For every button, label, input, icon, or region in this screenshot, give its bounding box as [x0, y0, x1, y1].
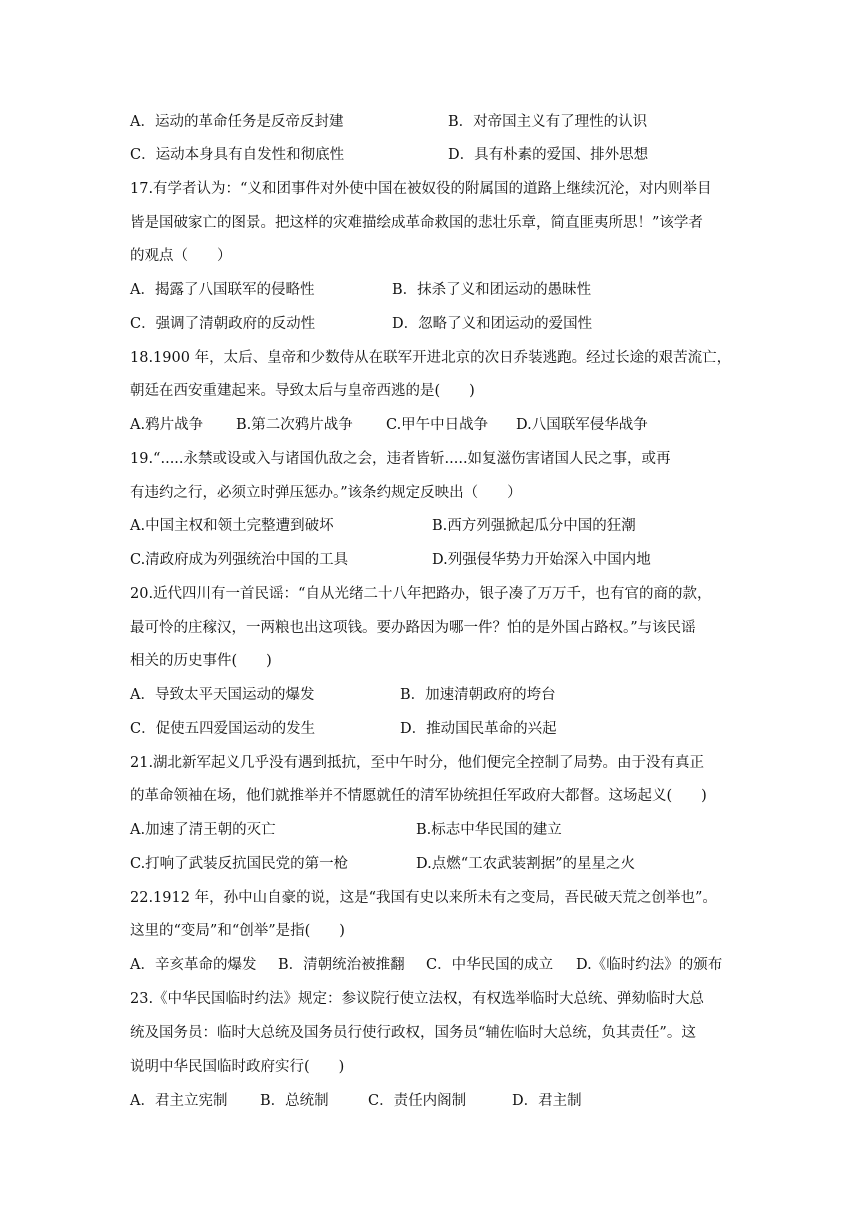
q20-stem-line2: 最可怜的庄稼汉，一两粮也出这项钱。要办路因为哪一件？怕的是外国占路权。”与该民谣: [130, 620, 696, 636]
q20-option-c: C．促使五四爱国运动的发生: [130, 721, 316, 737]
q18-options-row: [130, 415, 730, 435]
q23-stem-line2: 统及国务员：临时大总统及国务员行使行政权，国务员“辅佐临时大总统，负其责任”。这: [130, 1025, 696, 1041]
q23-option-b: B．总统制: [260, 1093, 329, 1109]
q19-options-row2: [130, 550, 730, 570]
q17-options-row1: [130, 280, 730, 300]
q18-option-a: A.鸦片战争: [130, 417, 204, 433]
q22-option-b: B．清朝统治被推翻: [278, 957, 405, 973]
q23-options-row: [130, 1091, 730, 1111]
q23-option-a: A．君主立宪制: [130, 1093, 228, 1109]
q19-option-c: C.清政府成为列强统治中国的工具: [130, 552, 349, 568]
q22-option-a: A．辛亥革命的爆发: [130, 957, 257, 973]
q19-options-row1: [130, 516, 730, 536]
q18-stem-line1: 18.1900 年，太后、皇帝和少数侍从在联军开进北京的次日乔装逃跑。经过长途的艰苦流亡，: [130, 350, 732, 366]
q21-stem-line1: 21.湖北新军起义几乎没有遇到抵抗，至中午时分，他们便完全控制了局势。由于没有真正: [130, 755, 705, 771]
q21-option-c: C.打响了武装反抗国民党的第一枪: [130, 856, 349, 872]
q17-option-c: C．强调了清朝政府的反动性: [130, 316, 316, 332]
q20-option-d: D．推动国民革命的兴起: [400, 721, 557, 737]
q22-options-row: [130, 955, 730, 975]
q20-option-a: A．导致太平天国运动的爆发: [130, 687, 315, 703]
q18-stem-line2: 朝廷在西安重建起来。导致太后与皇帝西逃的是( ): [130, 383, 475, 399]
q19-stem-line1: 19.“.....永禁或设或入与诸国仇敌之会，违者皆斩.....如复滋伤害诸国人民之事，或再: [130, 451, 671, 467]
q19-stem-line2: 有违约之行，必须立时弹压惩办。”该条约规定反映出（ ）: [130, 485, 522, 501]
q21-options-row2: [130, 854, 730, 874]
q21-option-d: D.点燃“工农武装割据”的星星之火: [416, 856, 636, 872]
q23-stem-line1: 23.《中华民国临时约法》规定：参议院行使立法权，有权选举临时大总统、弹劾临时大总: [130, 991, 705, 1007]
q21-stem-line2: 的革命领袖在场，他们就推举并不情愿就任的清军协统担任军政府大都督。这场起义( ): [130, 788, 707, 804]
q23-stem-line3: 说明中华民国临时政府实行( ): [130, 1059, 345, 1075]
q20-options-row1: [130, 685, 730, 705]
q18-option-d: D.八国联军侵华战争: [516, 417, 648, 433]
q19-option-d: D.列强侵华势力开始深入中国内地: [432, 552, 651, 568]
q19-option-b: B.西方列强掀起瓜分中国的狂潮: [432, 518, 636, 534]
q20-stem-line1: 20.近代四川有一首民谣：“自从光绪二十八年把路办，银子凑了万万千，也有官的商的款，: [130, 586, 712, 602]
q17-stem-line1: 17.有学者认为：“义和团事件对外使中国在被奴役的附属国的道路上继续沉沦，对内则举目: [130, 181, 712, 197]
q16-option-a: A．运动的革命任务是反帝反封建: [130, 114, 344, 130]
q16-option-c: C．运动本身具有自发性和彻底性: [130, 147, 345, 163]
q21-option-b: B.标志中华民国的建立: [416, 822, 562, 838]
q17-options-row2: [130, 314, 730, 334]
q21-options-row1: [130, 820, 730, 840]
q17-stem-line2: 皆是国破家亡的图景。把这样的灾难描绘成革命救国的悲壮乐章，简直匪夷所思！”该学者: [130, 215, 703, 231]
q19-option-a: A.中国主权和领土完整遭到破坏: [130, 518, 334, 534]
q18-option-c: C.甲午中日战争: [386, 417, 489, 433]
q22-option-d: D.《临时约法》的颁布: [576, 957, 723, 973]
q17-option-a: A．揭露了八国联军的侵略性: [130, 282, 315, 298]
q16-options-row1: [130, 112, 730, 132]
q16-option-d: D．具有朴素的爱国、排外思想: [448, 147, 649, 163]
q22-option-c: C．中华民国的成立: [426, 957, 554, 973]
q20-options-row2: [130, 719, 730, 739]
q20-option-b: B．加速清朝政府的垮台: [400, 687, 556, 703]
q21-option-a: A.加速了清王朝的灭亡: [130, 822, 276, 838]
q20-stem-line3: 相关的历史事件( ): [130, 653, 272, 669]
q17-option-b: B．抹杀了义和团运动的愚昧性: [392, 282, 592, 298]
q16-option-b: B．对帝国主义有了理性的认识: [448, 114, 648, 130]
q23-option-c: C．责任内阁制: [368, 1093, 467, 1109]
q18-option-b: B.第二次鸦片战争: [236, 417, 353, 433]
q23-option-d: D．君主制: [512, 1093, 582, 1109]
q22-stem-line1: 22.1912 年，孙中山自豪的说，这是“我国有史以来所未有之变局，吾民破天荒之创举也”。: [130, 890, 717, 906]
q16-options-row2: [130, 145, 730, 165]
q17-stem-line3: 的观点（ ）: [130, 248, 232, 264]
q22-stem-line2: 这里的“变局”和“创举”是指( ): [130, 923, 345, 939]
q17-option-d: D．忽略了义和团运动的爱国性: [392, 316, 593, 332]
